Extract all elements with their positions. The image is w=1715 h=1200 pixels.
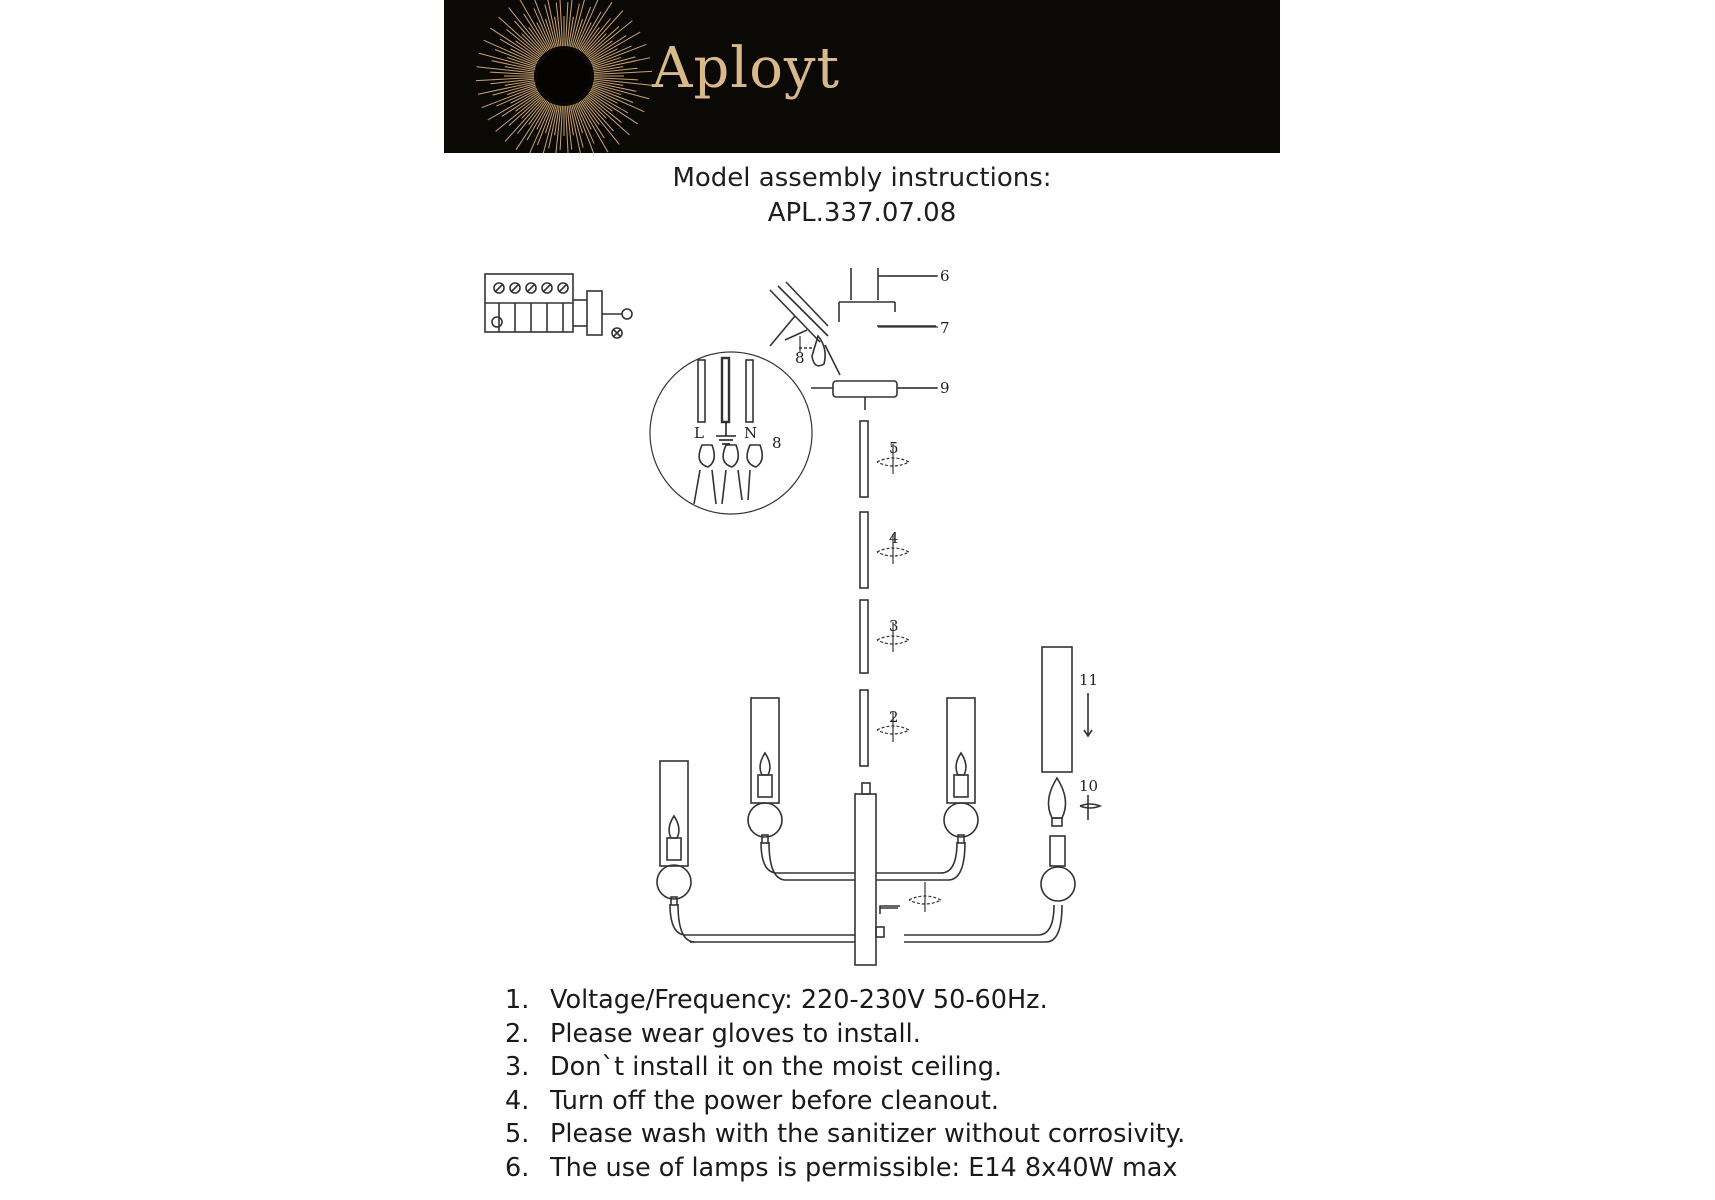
canopy-plate: [811, 381, 937, 410]
wiring-callout: 8: [772, 434, 782, 452]
instruction-list: [505, 984, 1185, 1185]
part-label-5: 5: [889, 439, 899, 457]
part-label-2: 2: [889, 708, 899, 726]
part-label-9: 9: [940, 379, 950, 397]
part-label-8: 8: [795, 349, 805, 367]
brand-logo: Aployt: [652, 36, 841, 101]
chandelier-body: [690, 783, 1024, 965]
list-item: 6. The use of lamps is permissible: E14 8x40W max: [505, 1152, 1178, 1183]
ground-icon: [716, 422, 736, 444]
terminal-block-icon: [485, 274, 632, 338]
list-item: 5. Please wash with the sanitizer without corrosivity.: [505, 1119, 1186, 1149]
part-label-10: 10: [1079, 777, 1099, 795]
part-label-3: 3: [889, 617, 899, 635]
list-item: 1. Voltage/Frequency: 220-230V 50-60Hz.: [505, 985, 1048, 1015]
wiring-detail: [650, 316, 812, 514]
page-title: Model assembly instructions:: [672, 163, 1052, 193]
part-label-11: 11: [1079, 671, 1099, 689]
part-label-7: 7: [940, 319, 950, 337]
part-label-4: 4: [889, 529, 899, 547]
list-item: 3. Don`t install it on the moist ceiling.: [505, 1052, 1003, 1082]
list-item: 2. Please wear gloves to install.: [505, 1018, 921, 1049]
list-item: 4. Turn off the power before cleanout.: [505, 1085, 999, 1116]
live-label: L: [694, 424, 704, 442]
part-label-6: 6: [940, 267, 950, 285]
lamp-arms: [657, 698, 1075, 942]
stem-rods: [860, 421, 868, 766]
neutral-label: N: [744, 424, 758, 442]
model-number: APL.337.07.08: [767, 198, 957, 228]
